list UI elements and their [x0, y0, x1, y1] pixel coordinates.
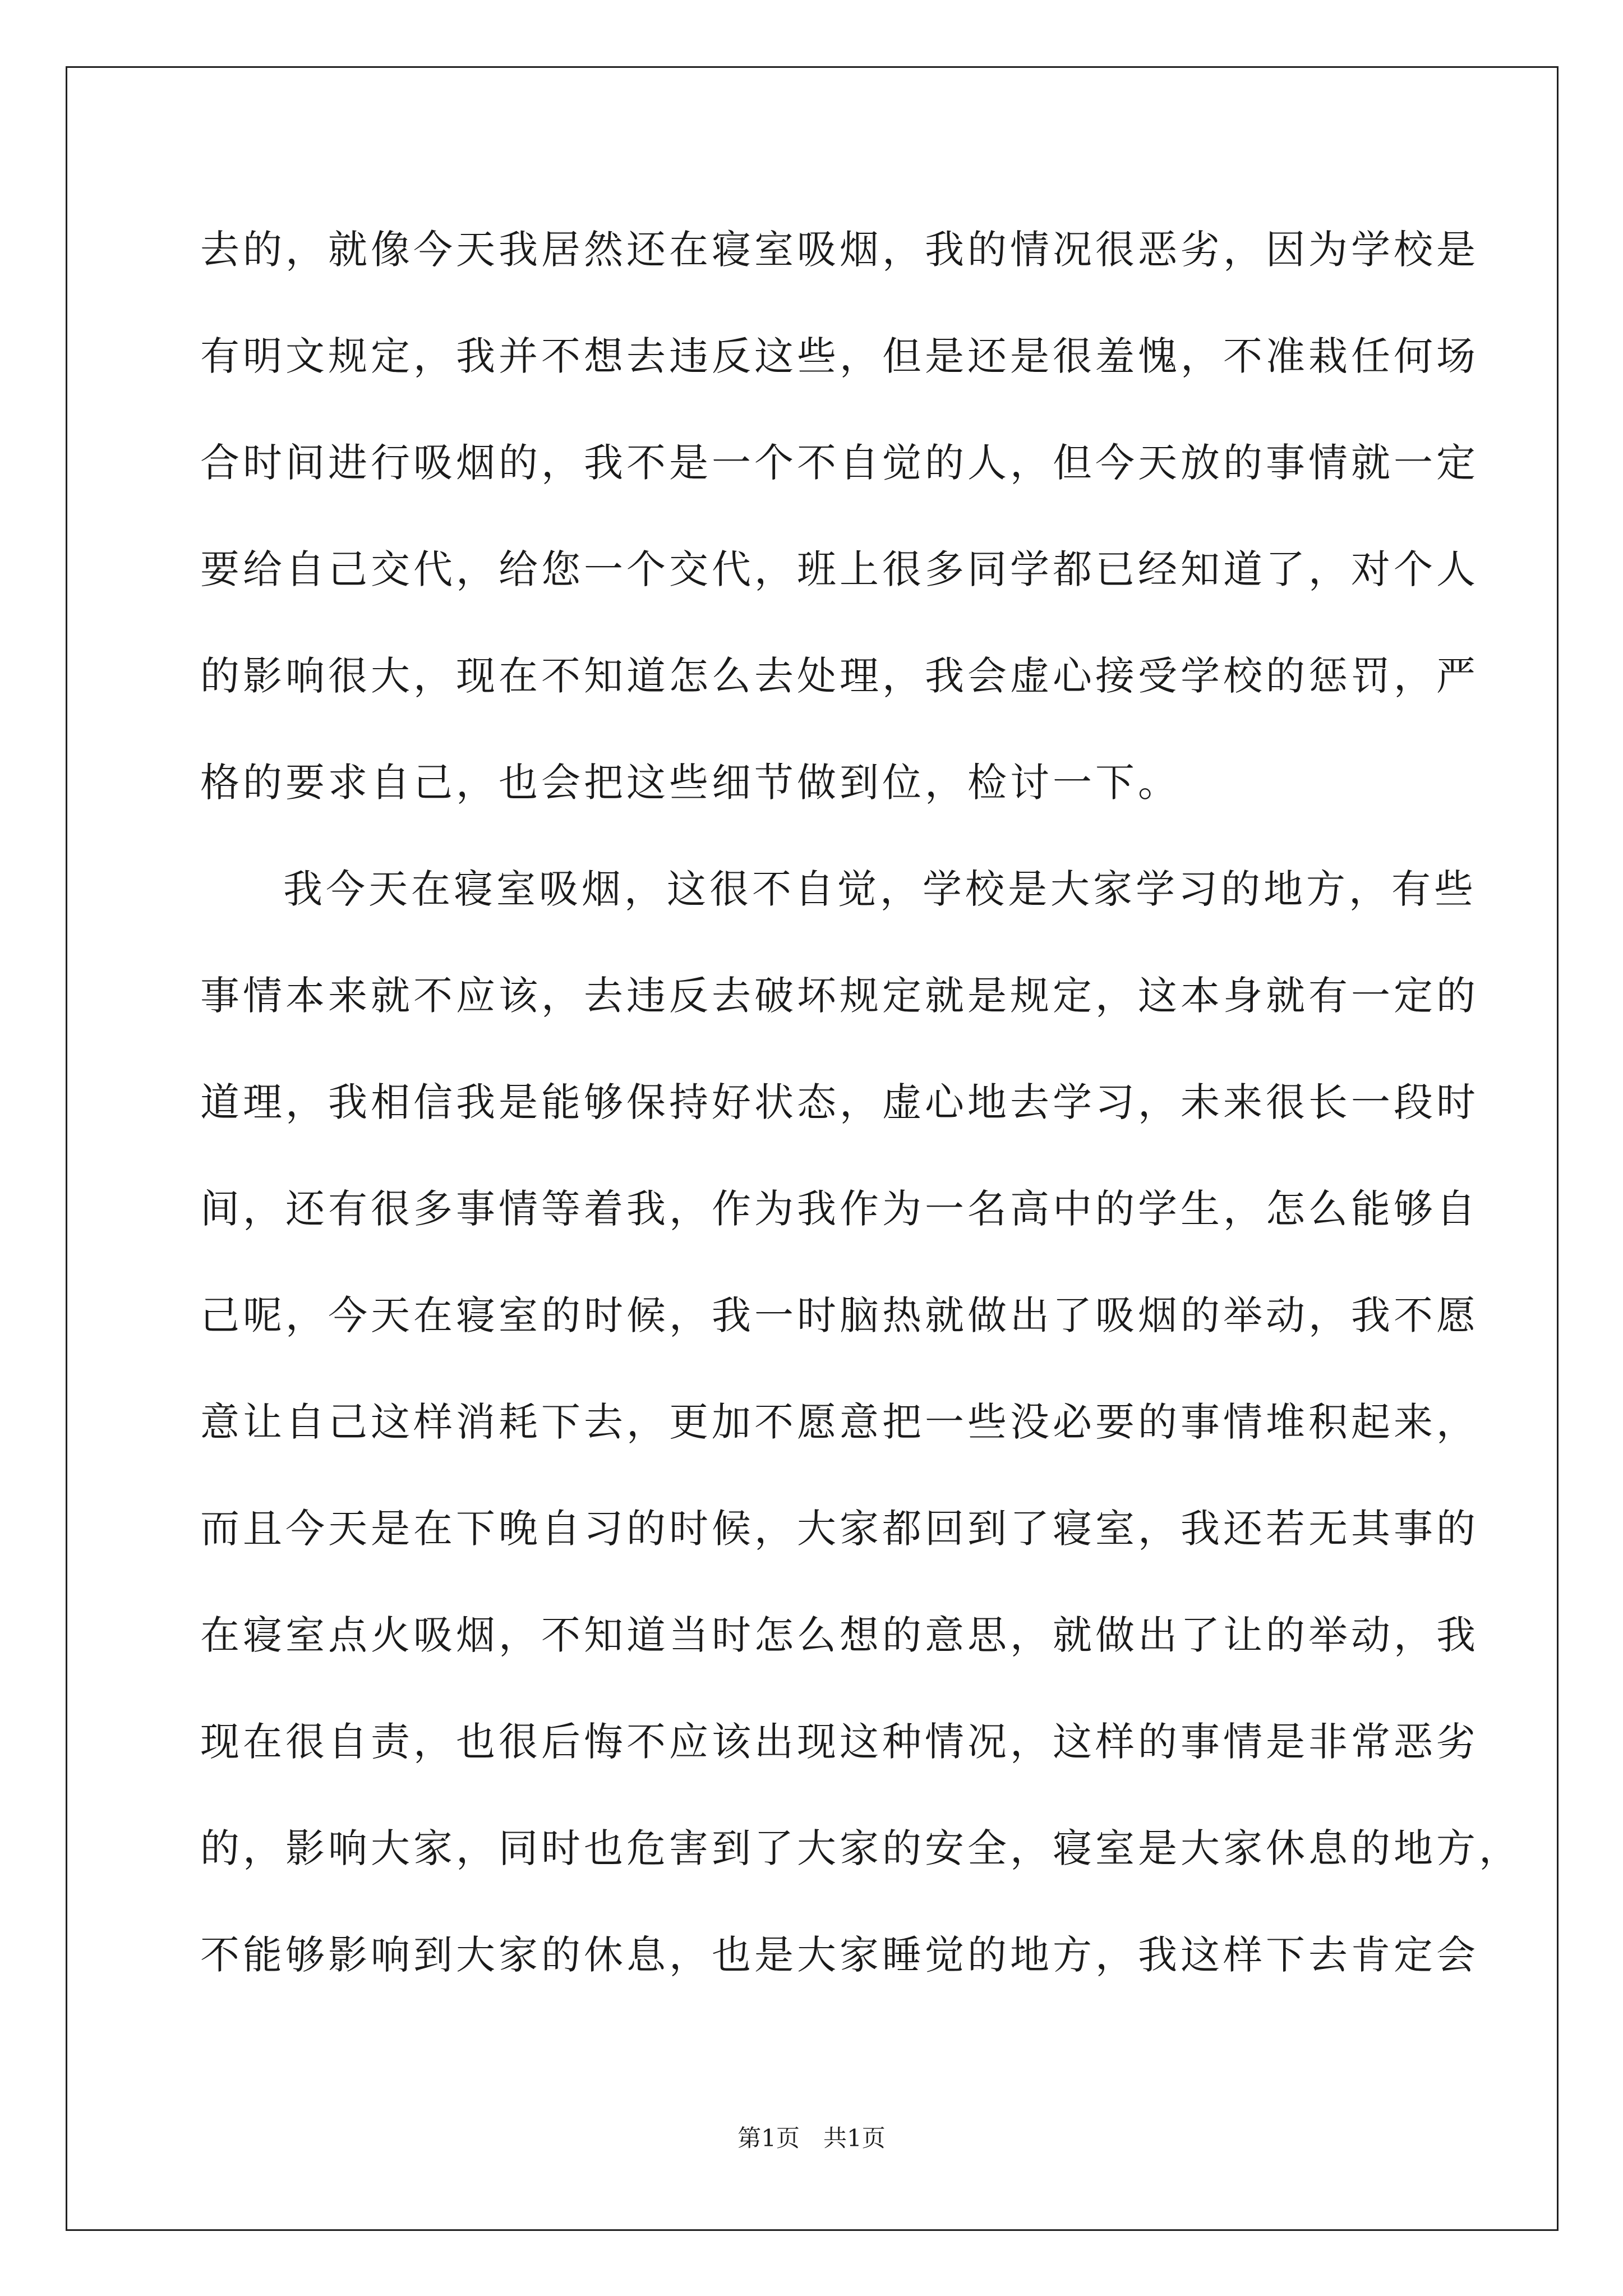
- text-line: 的，影响大家，同时也危害到了大家的安全，寝室是大家休息的地方，: [200, 1825, 1521, 1871]
- text-line: 在寝室点火吸烟，不知道当时怎么想的意思，就做出了让的举动，我: [200, 1612, 1479, 1658]
- document-body: [200, 208, 1521, 2019]
- text-line: 现在很自责，也很后悔不应该出现这种情况，这样的事情是非常恶劣: [200, 1719, 1479, 1765]
- paragraph-last-line: 格的要求自己，也会把这些细节做到位，检讨一下。: [200, 760, 1181, 806]
- text-line: 道理，我相信我是能够保持好状态，虚心地去学习，未来很长一段时: [200, 1079, 1479, 1125]
- text-line: 意让自己这样消耗下去，更加不愿意把一些没必要的事情堆积起来，: [200, 1399, 1479, 1445]
- text-line: 而且今天是在下晚自习的时候，大家都回到了寝室，我还若无其事的: [200, 1506, 1479, 1552]
- text-line: 合时间进行吸烟的，我不是一个不自觉的人，但今天放的事情就一定: [200, 440, 1479, 486]
- text-line: 有明文规定，我并不想去违反这些，但是还是很羞愧，不准栽任何场: [200, 333, 1479, 379]
- text-line: 的影响很大，现在不知道怎么去处理，我会虚心接受学校的惩罚，严: [200, 653, 1479, 699]
- text-line: 事情本来就不应该，去违反去破坏规定就是规定，这本身就有一定的: [200, 973, 1479, 1019]
- text-line: 己呢，今天在寝室的时候，我一时脑热就做出了吸烟的举动，我不愿: [200, 1292, 1479, 1338]
- text-line: 不能够影响到大家的休息，也是大家睡觉的地方，我这样下去肯定会: [200, 1932, 1479, 1978]
- text-line: 要给自己交代，给您一个交代，班上很多同学都已经知道了，对个人: [200, 546, 1479, 592]
- text-line: 去的，就像今天我居然还在寝室吸烟，我的情况很恶劣，因为学校是: [200, 227, 1479, 273]
- paragraph-first-line: 我今天在寝室吸烟，这很不自觉，学校是大家学习的地方，有些: [283, 866, 1477, 912]
- page-number-footer: 第1页 共1页: [737, 2124, 886, 2152]
- text-line: 间，还有很多事情等着我，作为我作为一名高中的学生，怎么能够自: [200, 1186, 1479, 1232]
